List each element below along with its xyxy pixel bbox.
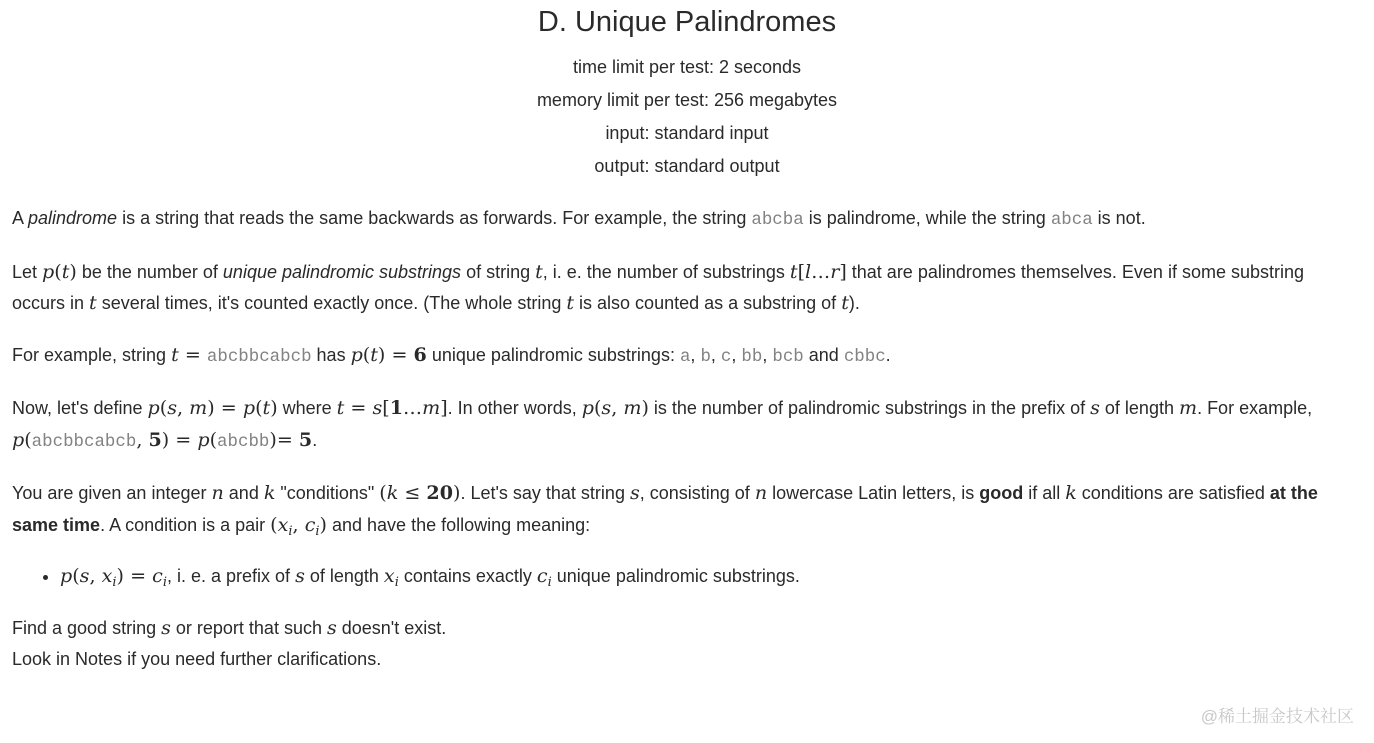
plain-text: contains exactly — [398, 566, 537, 586]
plain-text: , — [710, 344, 721, 365]
plain-text: and — [223, 483, 264, 503]
math-expression: t = — [171, 343, 201, 366]
code-string: bb — [741, 346, 763, 367]
emphasis-text: palindrome — [28, 208, 118, 228]
condition-item — [60, 561, 1358, 593]
math-expression: t — [89, 292, 97, 314]
bold-text: good — [979, 483, 1024, 503]
math-expression: t — [566, 292, 575, 314]
math-expression: p(s, $x_i) = c_i$ — [60, 565, 167, 590]
plain-text: of length — [304, 566, 384, 586]
plain-text: where — [277, 398, 337, 418]
math-expression: , 5) = p( — [136, 428, 218, 451]
code-string: b — [700, 346, 711, 367]
math-expression: p(t) — [42, 260, 77, 283]
plain-text: is a string that reads the same backwards as forwards. For example, the string — [117, 208, 752, 228]
plain-text: Let — [12, 261, 43, 282]
code-string: abcbb — [217, 431, 270, 452]
plain-text: . Let's say that string — [460, 483, 630, 503]
math-expression: k — [263, 482, 276, 504]
plain-text: or report that such — [170, 617, 327, 638]
watermark: @稀土掘金技术社区 — [1200, 707, 1354, 726]
plain-text: . — [885, 344, 891, 365]
paragraph-pt-definition — [12, 257, 1358, 320]
plain-text: unique palindromic substrings: — [426, 344, 680, 365]
time-limit: time limit per test: 2 seconds — [572, 57, 802, 77]
math-expression: n — [211, 482, 224, 504]
input-spec: input: standard input — [605, 123, 769, 143]
bold-text: at the same time — [12, 483, 1318, 535]
math-expression: s — [295, 565, 305, 587]
conditions-list — [12, 561, 1358, 593]
plain-text: . — [312, 429, 318, 450]
plain-text: A — [12, 208, 29, 228]
plain-text: is also counted as a substring of — [574, 293, 842, 313]
math-expression: t — [535, 260, 543, 283]
plain-text: . In other words, — [447, 398, 582, 418]
paragraph-palindrome-definition — [12, 203, 1358, 237]
math-expression: s — [629, 482, 640, 504]
math-expression: $x_i$ — [383, 565, 399, 590]
plain-text: Find a good string — [12, 617, 162, 638]
plain-text: , consisting of — [639, 483, 755, 503]
plain-text: ). — [848, 293, 860, 313]
math-expression: (k ≤ 20) — [379, 482, 461, 504]
code-string: abcba — [751, 210, 804, 230]
plain-text: lowercase Latin letters, is — [767, 483, 980, 503]
plain-text: is not. — [1092, 208, 1146, 228]
code-string: c — [720, 346, 732, 367]
math-expression: t[l…r] — [789, 260, 847, 283]
math-expression: m — [1178, 397, 1198, 419]
plain-text: , — [690, 344, 701, 365]
math-expression: s — [326, 616, 337, 639]
plain-text: Now, let's define — [12, 398, 148, 418]
math-expression: t = s[1…m] — [336, 397, 448, 419]
plain-text: has — [311, 344, 351, 365]
paragraph-closing — [12, 613, 1358, 676]
plain-text: . For example, — [1197, 398, 1313, 418]
plain-text: is the number of palindromic substrings in the prefix of — [648, 398, 1091, 418]
statement-body — [12, 203, 1358, 676]
code-string: bcb — [772, 346, 804, 367]
plain-text: unique palindromic substrings. — [551, 566, 800, 586]
plain-text: doesn't exist. — [336, 617, 447, 638]
plain-text: and have the following meaning: — [327, 514, 591, 535]
plain-text: if all — [1023, 483, 1066, 503]
plain-text: and — [803, 344, 844, 365]
plain-text: Look in Notes if you need further clarifications. — [12, 649, 382, 669]
math-expression: s — [1090, 397, 1100, 419]
math-expression: n — [754, 482, 768, 504]
math-expression: p(s, m) = p(t) — [147, 397, 278, 419]
plain-text: of string — [461, 261, 536, 282]
plain-text: For example, string — [12, 344, 172, 365]
problem-meta — [0, 51, 1374, 183]
plain-text: is palindrome, while the string — [803, 208, 1051, 228]
paragraph-psm-definition — [12, 393, 1358, 458]
output-spec: output: standard output — [594, 156, 780, 176]
paragraph-task-conditions — [12, 478, 1358, 541]
math-expression: p( — [12, 428, 32, 451]
code-string: cbbc — [843, 346, 886, 367]
plain-text: of length — [1099, 398, 1179, 418]
math-expression: s — [161, 616, 171, 639]
code-string: abcbbcabcb — [31, 431, 137, 452]
code-string: abca — [1050, 210, 1093, 230]
math-expression: t — [841, 292, 849, 314]
plain-text: , — [762, 344, 773, 365]
emphasis-text: unique palindromic substrings — [222, 261, 462, 282]
plain-text: , — [731, 344, 742, 365]
plain-text: several times, it's counted exactly once. (The whole string — [96, 293, 567, 313]
plain-text: conditions are satisfied — [1076, 483, 1270, 503]
math-expression: ($x_i$, $c_i$) — [270, 513, 327, 539]
problem-title: D. Unique Palindromes — [537, 6, 837, 38]
plain-text: . A condition is a pair — [100, 514, 271, 535]
memory-limit: memory limit per test: 256 megabytes — [536, 90, 838, 110]
code-string: a — [679, 346, 691, 367]
code-string: abcbbcabcb — [206, 346, 312, 367]
math-expression: )= 5 — [269, 428, 313, 451]
math-expression: p(s, m) — [581, 397, 649, 419]
math-expression: k — [1065, 482, 1077, 504]
math-expression: p(t) = 6 — [350, 343, 427, 366]
paragraph-example-pt — [12, 340, 1358, 374]
plain-text: be the number of — [76, 261, 223, 282]
plain-text: that are palindromes themselves. Even if some substring occurs in — [12, 261, 1304, 313]
math-expression: $c_i$ — [536, 565, 552, 590]
plain-text: , i. e. a prefix of — [167, 566, 296, 586]
plain-text: "conditions" — [275, 483, 380, 503]
plain-text: , i. e. the number of substrings — [542, 261, 790, 282]
plain-text: You are given an integer — [12, 483, 212, 503]
